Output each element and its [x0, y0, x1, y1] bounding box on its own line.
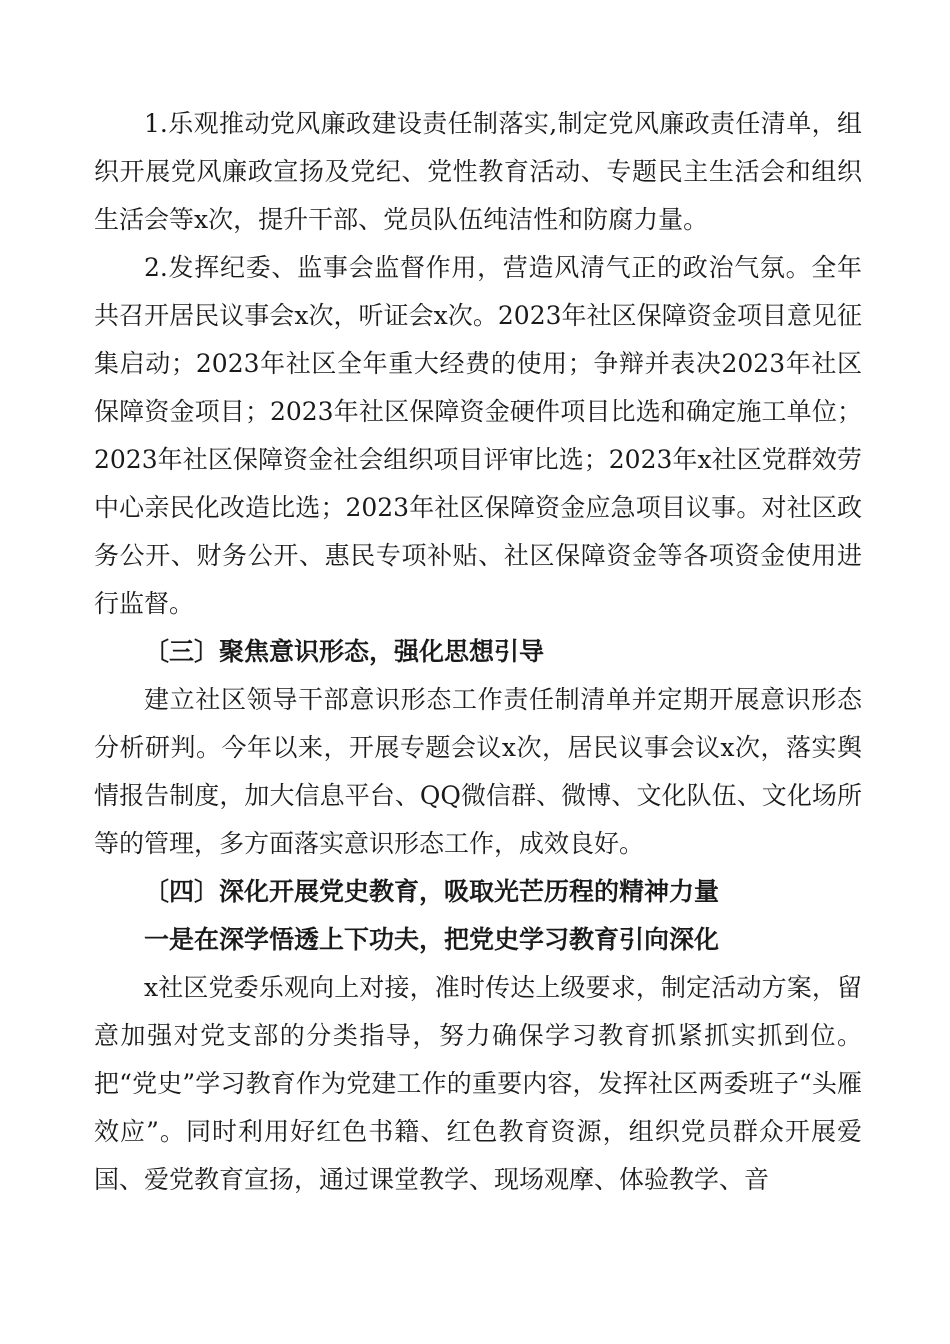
paragraph-party-history: x社区党委乐观向上对接，准时传达上级要求，制定活动方案，留意加强对党支部的分类指导，努力确保学习教育抓紧抓实抓到位。把“党史”学习教育作为党建工作的重要内容，发挥社区两委班子“头雁效应”。同时利用好红色书籍、红色教育资源，组织党员群众开展爱国、爱党教育宣扬，通过课堂教学、现场观摩、体验教学、音: [94, 973, 862, 1194]
subheading-deep-study: 一是在深学悟透上下功夫，把党史学习教育引向深化: [144, 925, 720, 954]
paragraph-1: 1.乐观推动党风廉政建设责任制落实,制定党风廉政责任清单，组织开展党风廉政宣扬及党纪、党性教育活动、专题民主生活会和组织生活会等x次，提升干部、党员队伍纯洁性和防腐力量。: [94, 109, 862, 234]
section-heading-4: 〔四〕深化开展党史教育，吸取光芒历程的精神力量: [144, 877, 720, 906]
section-heading-3: 〔三〕聚焦意识形态，强化思想引导: [144, 637, 545, 666]
paragraph-2: 2.发挥纪委、监事会监督作用，营造风清气正的政治气氛。全年共召开居民议事会x次，听证会x次。2023年社区保障资金项目意见征集启动；2023年社区全年重大经费的使用；争辩并表决2023年社区保障资金项目；2023年社区保障资金硬件项目比选和确定施工单位；2023年社区保障资金社会组织项目评审比选；2023年x社区党群效劳中心亲民化改造比选；2023年社区保障资金应急项目议事。对社区政务公开、财务公开、惠民专项补贴、社区保障资金等各项资金使用进行监督。: [94, 253, 862, 618]
document-page: [94, 100, 862, 1204]
paragraph-ideology: 建立社区领导干部意识形态工作责任制清单并定期开展意识形态分析研判。今年以来，开展专题会议x次，居民议事会议x次，落实舆情报告制度，加大信息平台、QQ微信群、微博、文化队伍、文化场所等的管理，多方面落实意识形态工作，成效良好。: [94, 685, 862, 858]
